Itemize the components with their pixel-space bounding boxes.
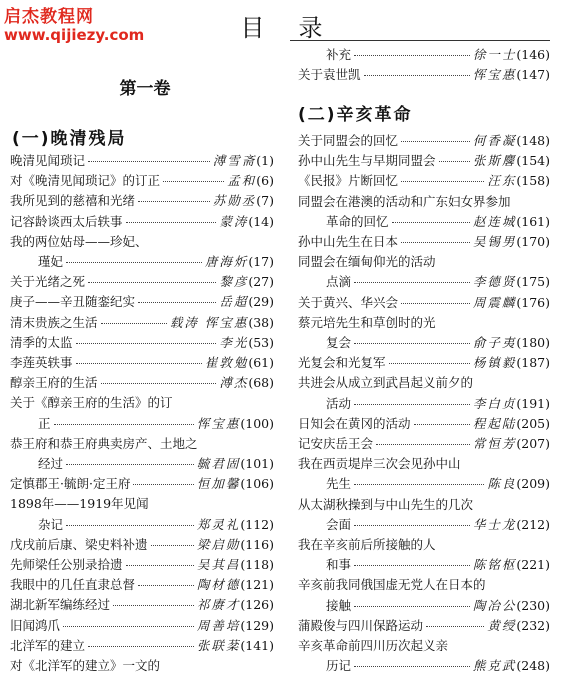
entry-author: 陶材德	[196, 577, 241, 593]
toc-entry	[298, 66, 550, 84]
toc-entry	[298, 374, 550, 392]
entry-title: 关于同盟会的回忆	[298, 133, 399, 148]
entry-title: 从太湖秋操到与中山先生的几次	[298, 496, 474, 512]
entry-page: (209)	[516, 476, 550, 492]
entry-page: (170)	[516, 234, 550, 249]
toc-entry	[10, 213, 274, 231]
leader-dots	[439, 161, 470, 162]
entry-page: (154)	[516, 153, 550, 169]
entry-author: 吴锡男	[472, 234, 517, 249]
entry-title: 会面	[326, 516, 352, 532]
entry-page: (116)	[240, 536, 274, 552]
entry-title: 李莲英轶事	[10, 355, 73, 370]
entry-title: 晚清见闻琐记	[10, 153, 86, 168]
entry-page: (146)	[516, 47, 550, 62]
entry-author: 孟和	[227, 173, 257, 189]
leader-dots	[354, 484, 484, 485]
entry-page: (101)	[240, 456, 274, 471]
entry-title: 日知会在黄冈的活动	[298, 415, 411, 431]
entry-page: (207)	[516, 436, 550, 451]
entry-author: 郑灵礼	[196, 516, 241, 532]
entry-author: 恽宝惠	[196, 415, 241, 431]
entry-title: 关于光绪之死	[10, 274, 86, 290]
entry-author: 常恒芳	[472, 436, 517, 451]
entry-page: (68)	[248, 375, 274, 391]
entry-author: 梁启勋	[196, 536, 241, 552]
entry-title: 1898年——1919年见闻	[10, 496, 149, 512]
toc-entry	[298, 435, 550, 453]
toc-entry	[10, 536, 274, 554]
entry-author: 李白贞	[472, 395, 517, 411]
entry-title: 我的两位姑母——珍妃、	[10, 233, 148, 249]
leader-dots	[354, 606, 470, 607]
entry-author: 华士龙	[472, 516, 517, 532]
leader-dots	[76, 363, 202, 364]
entry-title: 我眼中的几任直隶总督	[10, 577, 136, 593]
toc-entry	[298, 193, 550, 211]
entry-title: 复会	[326, 335, 352, 350]
leader-dots	[354, 666, 470, 667]
leader-dots	[354, 404, 470, 405]
entry-title: 活动	[326, 395, 352, 411]
toc-entry	[326, 556, 550, 574]
leader-dots	[138, 302, 216, 303]
leader-dots	[401, 303, 470, 304]
toc-entry	[326, 597, 550, 615]
entry-page: (147)	[516, 67, 550, 82]
entry-author: 溥雪斋	[212, 153, 257, 168]
entry-title: 同盟会在缅甸仰光的活动	[298, 254, 436, 270]
toc-entry	[10, 435, 274, 453]
entry-title: 关于袁世凯	[298, 67, 361, 82]
entry-page: (17)	[248, 254, 274, 269]
leader-dots	[354, 343, 470, 344]
toc-entry	[298, 617, 550, 635]
entry-title: 对《晚清见闻琐记》的订正	[10, 173, 161, 189]
entry-author: 赵连城	[472, 213, 517, 229]
entry-page: (53)	[248, 334, 274, 350]
toc-entry	[10, 293, 274, 311]
entry-title: 庚子——辛丑随銮纪实	[10, 294, 136, 310]
entry-title: 孙中山先生在日本	[298, 234, 399, 249]
toc-entry	[298, 132, 550, 150]
entry-page: (126)	[240, 597, 274, 613]
toc-entry	[298, 253, 550, 271]
leader-dots	[66, 525, 194, 526]
entry-page: (112)	[240, 516, 274, 532]
entry-page: (158)	[516, 173, 550, 189]
leader-dots	[401, 181, 484, 182]
entry-title: 革命的回忆	[326, 213, 389, 229]
toc-entry	[298, 314, 550, 332]
entry-page: (29)	[248, 294, 274, 310]
entry-title: 我所见到的慈禧和光绪	[10, 193, 136, 209]
toc-entry	[298, 415, 550, 433]
entry-title: 记容龄谈西太后轶事	[10, 213, 123, 229]
volume-heading: 第一卷	[119, 79, 171, 99]
toc-entry	[10, 394, 274, 412]
leader-dots	[151, 545, 194, 546]
entry-title: 经过	[38, 456, 64, 471]
leader-dots	[414, 424, 470, 425]
toc-entry	[10, 617, 274, 635]
entry-title: 恭王府和恭王府典卖房产、土地之	[10, 435, 198, 451]
header-rule	[290, 40, 550, 41]
entry-author: 吴其昌	[196, 557, 241, 572]
toc-entry	[298, 536, 550, 554]
toc-entry	[10, 273, 274, 291]
leader-dots	[76, 343, 217, 344]
toc-entry	[326, 334, 550, 352]
toc-entry	[298, 294, 550, 312]
leader-dots	[138, 585, 194, 586]
entry-author: 俞子夷	[472, 335, 517, 350]
toc-entry	[298, 152, 550, 170]
entry-title: 正	[38, 415, 51, 431]
toc-entry	[10, 576, 274, 594]
entry-title: 湖北新军编练经过	[10, 597, 111, 613]
entry-title: 点滴	[326, 274, 352, 290]
leader-dots	[126, 565, 194, 566]
entry-page: (175)	[516, 274, 550, 290]
toc-entry	[10, 374, 274, 392]
toc-entry	[10, 637, 274, 655]
entry-title: 记安庆岳王会	[298, 436, 374, 451]
leader-dots	[389, 363, 470, 364]
entry-author: 熊克武	[472, 658, 517, 674]
entry-page: (7)	[256, 193, 274, 209]
entry-title: 瑾妃	[38, 254, 64, 269]
entry-author: 陈良	[487, 476, 517, 492]
entry-page: (148)	[516, 133, 550, 148]
entry-title: 我在辛亥前后所接触的人	[298, 537, 436, 552]
entry-title: 同盟会在港澳的活动和广东妇女界参加	[298, 193, 511, 209]
toc-entry	[10, 152, 274, 170]
leader-dots	[163, 181, 224, 182]
entry-author: 徐一士	[472, 47, 517, 62]
entry-title: 辛亥革命前四川历次起义亲	[298, 638, 449, 653]
leader-dots	[126, 222, 217, 223]
entry-author: 李德贤	[472, 274, 517, 290]
entry-page: (121)	[240, 577, 274, 593]
leader-dots	[354, 565, 470, 566]
entry-author: 张斯麐	[472, 153, 517, 169]
entry-author: 祁赓才	[196, 597, 241, 613]
entry-page: (1)	[256, 153, 274, 168]
entry-title: 共进会从成立到武昌起义前夕的	[298, 375, 474, 391]
toc-entry	[10, 354, 274, 372]
entry-page: (61)	[248, 355, 274, 370]
section-heading-late-qing: (一)晚清残局	[12, 129, 127, 149]
leader-dots	[133, 484, 193, 485]
leader-dots	[113, 605, 194, 606]
entry-author: 溥杰	[219, 375, 249, 391]
entry-title: 对《北洋军的建立》一文的	[10, 658, 161, 673]
toc-entry	[38, 415, 274, 433]
entry-page: (38)	[248, 314, 274, 330]
entry-page: (118)	[240, 557, 274, 572]
entry-page: (106)	[240, 476, 274, 492]
toc-entry	[326, 395, 550, 413]
entry-author: 杨镇毅	[472, 355, 517, 371]
leader-dots	[401, 242, 470, 243]
entry-title: 接触	[326, 597, 352, 613]
toc-entry	[10, 657, 274, 675]
toc-entry	[10, 334, 274, 352]
entry-title: 辛亥前我同俄国虚无党人在日本的	[298, 577, 486, 593]
entry-page: (100)	[240, 415, 274, 431]
entry-title: 历记	[326, 658, 352, 674]
entry-author: 陈铭枢	[472, 557, 517, 573]
toc-entry	[10, 172, 274, 190]
toc-entry	[38, 455, 274, 473]
toc-entry	[298, 637, 550, 655]
entry-page: (129)	[240, 617, 274, 633]
toc-entry	[10, 233, 274, 251]
entry-page: (191)	[516, 395, 550, 411]
watermark-url: www.qijiezy.com	[4, 26, 145, 44]
entry-page: (27)	[248, 274, 274, 290]
toc-entry	[326, 213, 550, 231]
leader-dots	[401, 141, 470, 142]
toc-entry	[326, 516, 550, 534]
entry-page: (205)	[516, 415, 550, 431]
toc-entry	[38, 516, 274, 534]
entry-title: 蔡元培先生和草创时的光	[298, 314, 436, 330]
toc-entry	[326, 273, 550, 291]
toc-entry	[326, 46, 550, 64]
toc-entry	[10, 495, 274, 513]
entry-title: 北洋军的建立	[10, 637, 86, 653]
entry-title: 孙中山先生与早期同盟会	[298, 153, 436, 169]
leader-dots	[54, 424, 194, 425]
leader-dots	[392, 222, 470, 223]
entry-page: (141)	[240, 637, 274, 653]
leader-dots	[101, 383, 217, 384]
watermark-site-name: 启杰教程网	[4, 7, 94, 27]
leader-dots	[138, 201, 210, 202]
toc-entry	[298, 496, 550, 514]
leader-dots	[88, 282, 216, 283]
entry-page: (248)	[516, 658, 550, 674]
entry-author: 何香凝	[472, 133, 517, 148]
entry-author: 程起陆	[472, 415, 517, 431]
entry-author: 黄绶	[487, 617, 517, 633]
entry-title: 关于《醇亲王府的生活》的订	[10, 395, 173, 411]
entry-author: 蒙涛	[219, 213, 249, 229]
leader-dots	[354, 525, 470, 526]
toc-entry	[38, 253, 274, 271]
entry-page: (14)	[248, 213, 274, 229]
entry-author: 周善培	[196, 617, 241, 633]
toc-entry	[10, 192, 274, 210]
entry-title: 蒲殿俊与四川保路运动	[298, 617, 424, 633]
leader-dots	[364, 75, 470, 76]
leader-dots	[354, 282, 470, 283]
entry-author: 李光	[219, 334, 249, 350]
entry-title: 杂记	[38, 516, 64, 532]
toc-entry	[10, 314, 274, 332]
entry-author: 陶冶公	[472, 597, 517, 613]
entry-page: (221)	[516, 557, 550, 573]
entry-author: 黎彦	[219, 274, 249, 290]
entry-title: 定慎郡王·毓朗·定王府	[10, 476, 131, 492]
toc-entry	[10, 556, 274, 574]
toc-entry	[298, 455, 550, 473]
entry-title: 醇亲王府的生活	[10, 375, 98, 391]
leader-dots	[101, 323, 167, 324]
entry-author: 唐海炘	[204, 254, 249, 269]
entry-author: 苏勋丞	[212, 193, 257, 209]
toc-entry	[298, 576, 550, 594]
entry-title: 《民报》片断回忆	[298, 173, 399, 189]
entry-page: (212)	[516, 516, 550, 532]
section-heading-1911-revolution: (二)辛亥革命	[298, 105, 413, 125]
entry-title: 清季的太监	[10, 334, 73, 350]
entry-author: 岳超	[219, 294, 249, 310]
leader-dots	[426, 626, 484, 627]
entry-title: 先师梁任公别录拾遗	[10, 557, 123, 572]
entry-author: 毓君固	[196, 456, 241, 471]
entry-author: 崔敦勉	[204, 355, 249, 370]
entry-page: (6)	[256, 173, 274, 189]
leader-dots	[63, 626, 194, 627]
entry-page: (187)	[516, 355, 550, 371]
entry-title: 补充	[326, 47, 352, 62]
leader-dots	[354, 55, 470, 56]
entry-author: 汪东	[487, 173, 517, 189]
entry-page: (230)	[516, 597, 550, 613]
toc-entry	[10, 475, 274, 493]
leader-dots	[88, 161, 210, 162]
entry-title: 光复会和光复军	[298, 355, 386, 371]
toc-entry	[298, 172, 550, 190]
toc-entry	[298, 233, 550, 251]
entry-page: (176)	[516, 294, 550, 310]
toc-entry	[326, 475, 550, 493]
toc-entry	[326, 657, 550, 675]
entry-title: 我在西贡堤岸三次会见孙中山	[298, 456, 461, 472]
entry-page: (232)	[516, 617, 550, 633]
entry-title: 戊戌前后康、梁史料补遗	[10, 536, 148, 552]
leader-dots	[66, 262, 202, 263]
entry-title: 和事	[326, 557, 352, 573]
entry-author: 载涛 恽宝惠	[169, 314, 249, 330]
entry-title: 旧闻鸿爪	[10, 617, 61, 633]
entry-author: 周震麟	[472, 294, 517, 310]
entry-title: 先生	[326, 476, 352, 492]
page-title: 目录	[240, 14, 357, 42]
entry-author: 恒加馨	[196, 476, 241, 492]
entry-author: 张联棻	[196, 637, 241, 653]
entry-page: (161)	[516, 213, 550, 229]
leader-dots	[376, 444, 470, 445]
toc-entry	[10, 596, 274, 614]
toc-entry	[298, 354, 550, 372]
entry-page: (180)	[516, 335, 550, 350]
entry-title: 关于黄兴、华兴会	[298, 294, 399, 310]
leader-dots	[66, 464, 194, 465]
entry-title: 清末贵族之生活	[10, 314, 98, 330]
leader-dots	[88, 646, 194, 647]
entry-author: 恽宝惠	[472, 67, 517, 82]
